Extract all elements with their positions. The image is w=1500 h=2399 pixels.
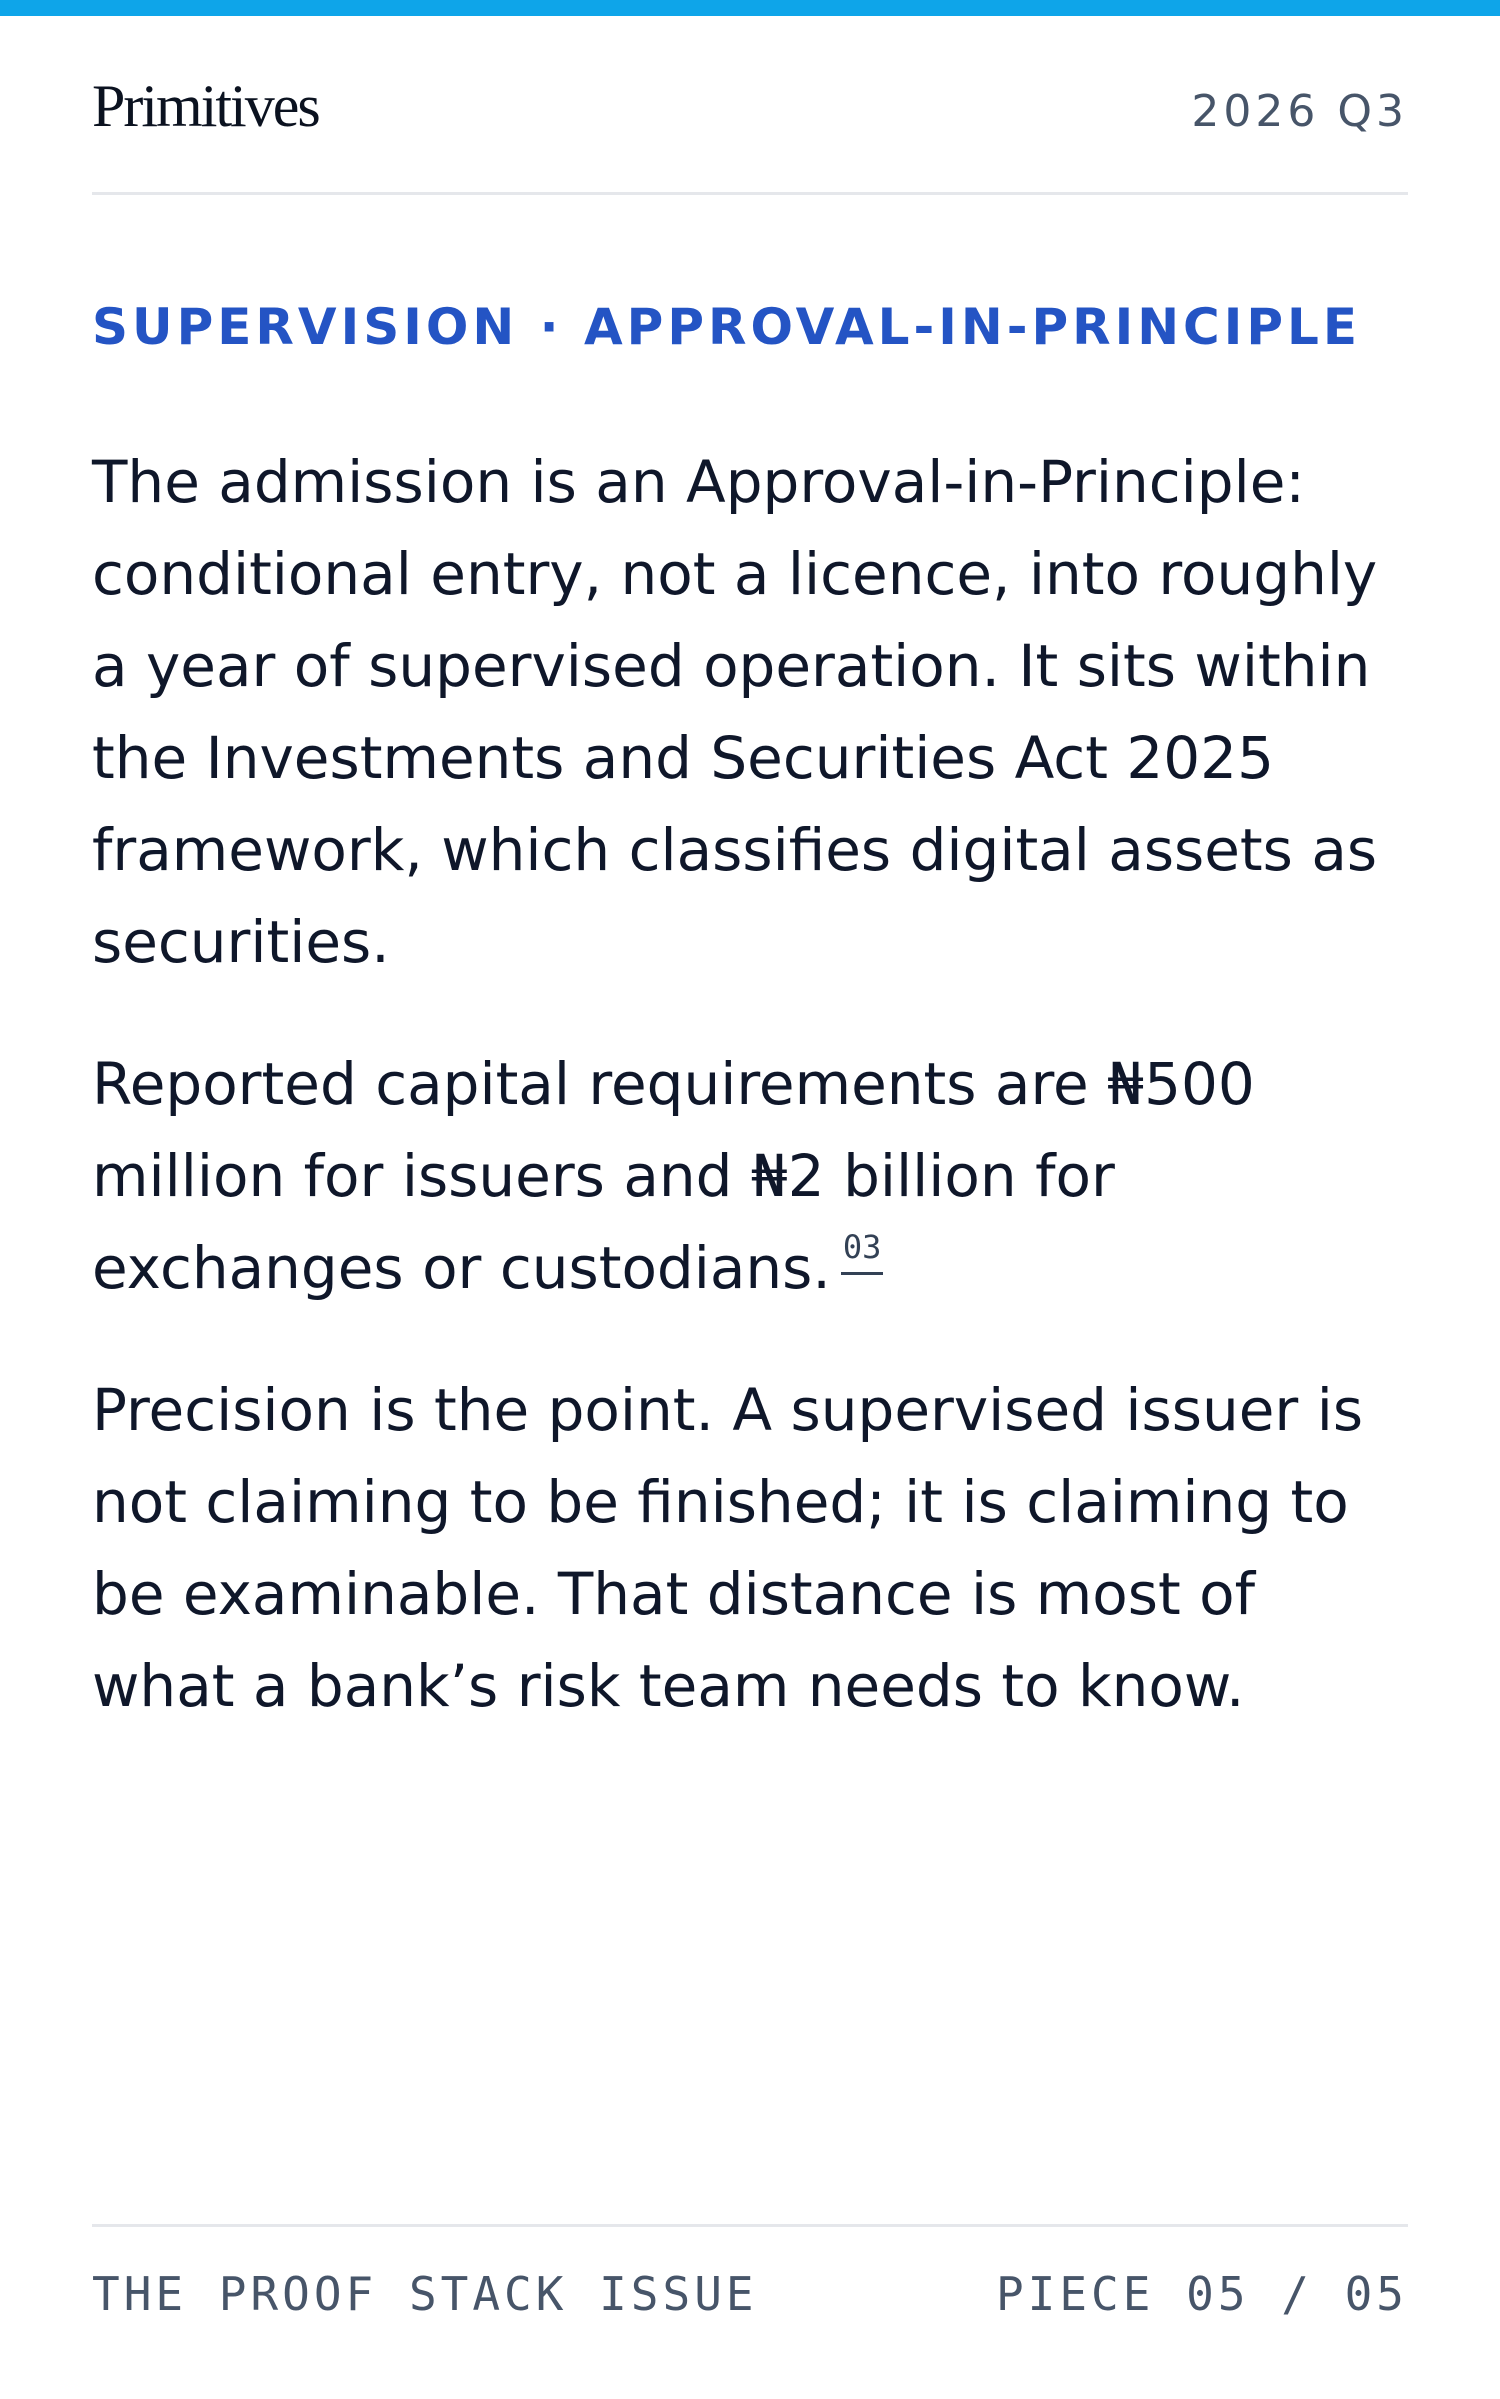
page-header (92, 72, 1408, 195)
paragraph-text: Precision is the point. A supervised issuer is not claiming to be finished; it is claiming to be examinable. That distance is most of what a bank’s risk team needs to know. (92, 1376, 1364, 1720)
article-body (92, 436, 1412, 1782)
paragraph-text: The admission is an Approval-in-Principle: conditional entry, not a licence, into roughly a year of supervised operation. It sits within the Investments and Securities Act 2025 framework, which classifies digital assets as securities. (92, 448, 1378, 976)
top-accent-bar (0, 0, 1500, 16)
paragraph-precision (92, 1364, 1412, 1732)
footnote-ref-03[interactable]: 03 (841, 1228, 884, 1275)
brand-logo[interactable]: Primitives (92, 73, 319, 139)
section-kicker: SUPERVISION · APPROVAL-IN-PRINCIPLE (92, 298, 1362, 356)
paragraph-approval-in-principle (92, 436, 1412, 988)
page-footer (92, 2224, 1408, 2327)
issue-date: 2026 Q3 (1191, 86, 1408, 137)
issue-name: THE PROOF STACK ISSUE (92, 2267, 758, 2321)
paragraph-capital-requirements (92, 1038, 1412, 1314)
paragraph-text: Reported capital requirements are ₦500 million for issuers and ₦2 billion for exchanges or custodians. (92, 1050, 1255, 1302)
piece-counter: PIECE 05 / 05 (995, 2267, 1408, 2321)
